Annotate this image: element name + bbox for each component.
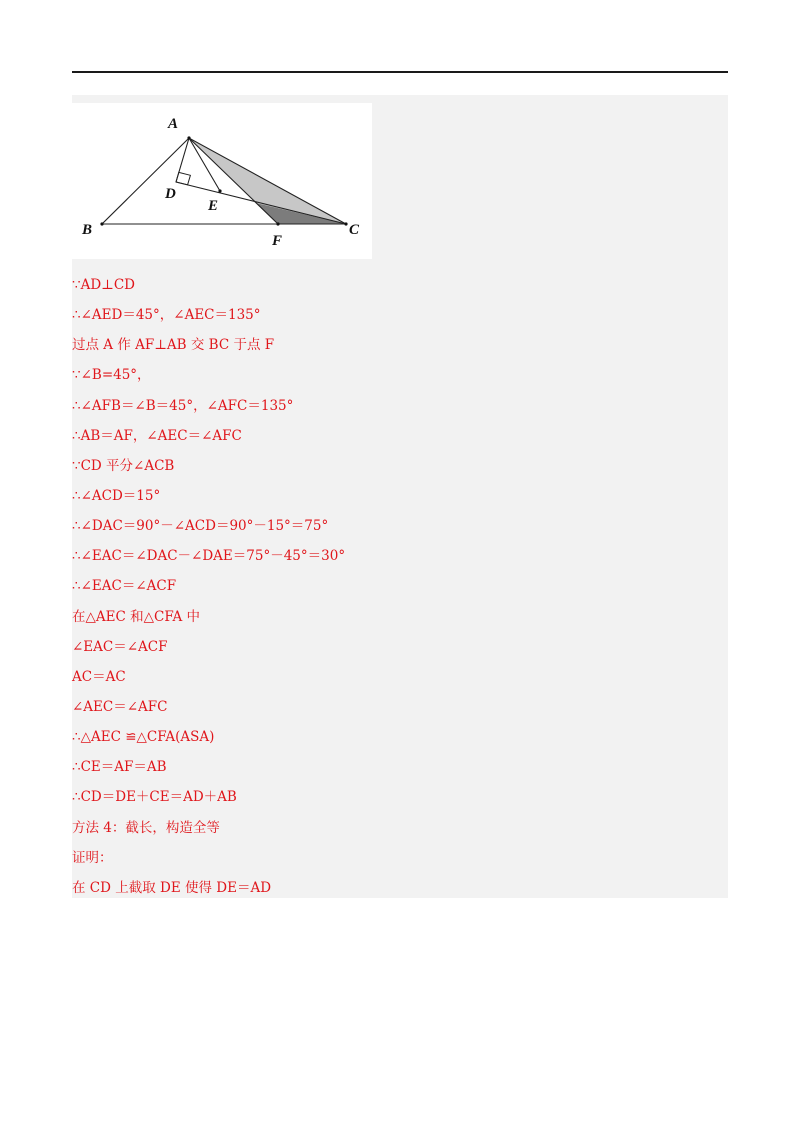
proof-line: 在 CD 上截取 DE 使得 DE＝AD xyxy=(72,879,272,896)
proof-line: ∴CD＝DE＋CE＝AD＋AB xyxy=(72,789,237,806)
geometry-figure xyxy=(72,103,372,259)
label-e: E xyxy=(208,198,219,214)
proof-line: ∴∠AFB＝∠B＝45°，∠AFC＝135° xyxy=(72,397,294,414)
proof-line: ∴△AEC ≌△CFA(ASA) xyxy=(72,729,215,746)
proof-line: ∴∠DAC＝90°－∠ACD＝90°－15°＝75° xyxy=(72,518,329,535)
proof-line: AC＝AC xyxy=(72,668,126,685)
point-f xyxy=(276,222,279,225)
proof-line: ∴∠AED＝45°，∠AEC＝135° xyxy=(72,307,261,324)
proof-line: ∵∠B=45°， xyxy=(72,367,151,384)
label-a: A xyxy=(168,116,179,132)
proof-line: ∵AD⊥CD xyxy=(72,277,136,293)
proof-line: 方法 4：截长，构造全等 xyxy=(72,819,220,836)
proof-line: ∠AEC＝∠AFC xyxy=(72,698,168,715)
proof-line: ∴CE＝AF＝AB xyxy=(72,759,167,776)
point-b xyxy=(100,222,103,225)
triangle-diagram xyxy=(72,103,372,259)
proof-line: ∴∠ACD＝15° xyxy=(72,487,161,504)
proof-line: ∴∠EAC＝∠DAC－∠DAE＝75°－45°＝30° xyxy=(72,548,346,565)
label-c: C xyxy=(349,222,360,238)
proof-line: ∴∠EAC＝∠ACF xyxy=(72,578,177,595)
proof-line: 证明： xyxy=(72,849,113,866)
right-angle-mark xyxy=(176,172,190,184)
point-e xyxy=(218,189,221,192)
proof-line: ∠EAC＝∠ACF xyxy=(72,638,168,655)
label-f: F xyxy=(272,233,283,249)
label-d: D xyxy=(165,186,176,202)
point-a xyxy=(187,136,190,139)
proof-line: 过点 A 作 AF⊥AB 交 BC 于点 F xyxy=(72,337,275,354)
proof-line: ∵CD 平分∠ACB xyxy=(72,457,175,474)
proof-text xyxy=(72,270,722,903)
proof-line: ∴AB＝AF，∠AEC＝∠AFC xyxy=(72,427,242,444)
point-c xyxy=(344,222,347,225)
label-b: B xyxy=(82,222,93,238)
proof-line: 在△AEC 和△CFA 中 xyxy=(72,608,201,625)
top-rule xyxy=(72,71,728,73)
